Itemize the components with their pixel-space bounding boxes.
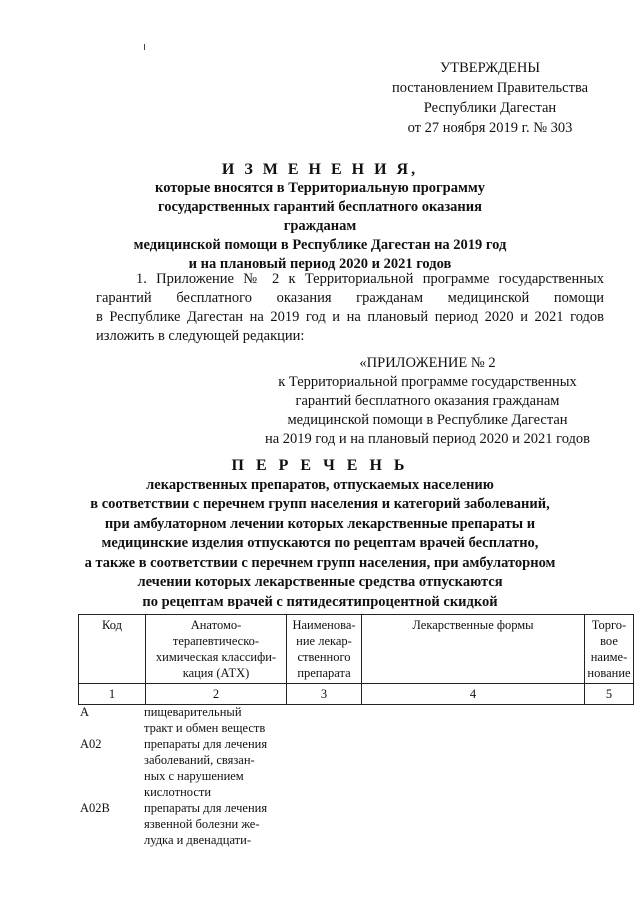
scan-mark: [144, 44, 145, 50]
desc-line: ных с нарушением: [144, 769, 244, 783]
changes-title-line: медицинской помощи в Республике Дагестан на 2019 год: [133, 237, 507, 253]
list-title-line: в соответствии с перечнем групп населения и категорий заболеваний,: [90, 496, 550, 512]
header-code: Код: [79, 615, 146, 684]
header-line: Наименова-: [292, 618, 356, 632]
header-line: химическая классифи-: [155, 650, 277, 664]
desc-line: препараты для лечения: [144, 801, 268, 815]
column-number: 2: [146, 684, 287, 705]
header-line: вое: [600, 634, 618, 648]
changes-title-line: которые вносятся в Территориальную программу: [155, 180, 485, 196]
header-line: нование: [587, 666, 631, 680]
header-dosage-forms: Лекарственные формы: [362, 615, 585, 684]
desc-line: препараты для лечения: [144, 737, 268, 751]
list-heading: П Е Р Е Ч Е Н Ь: [231, 457, 409, 474]
header-drug-name: [287, 615, 362, 684]
header-line: ственного: [297, 650, 351, 664]
desc-line: кислотности: [144, 785, 212, 799]
list-title-line: по рецептам врачей с пятидесятипроцентной скидкой: [142, 593, 498, 610]
column-number: 5: [585, 684, 634, 705]
header-line: наиме-: [590, 650, 628, 664]
list-title-line: при амбулаторном лечении которых лекарственные препараты и: [104, 515, 536, 532]
row-description: [144, 800, 284, 848]
row-description: [144, 736, 284, 800]
approval-line: постановлением Правительства: [391, 80, 589, 96]
column-number: 4: [362, 684, 585, 705]
desc-line: заболеваний, связан-: [144, 753, 255, 767]
annex-line: на 2019 год и на плановый период 2020 и 2021 годов: [264, 431, 591, 447]
header-line: кация (АТХ): [182, 666, 250, 680]
desc-line: лудка и двенадцати-: [144, 833, 251, 847]
list-title-line: лечении которых лекарственные средства отпускаются: [137, 574, 503, 590]
approval-line: Республики Дагестан: [423, 100, 557, 116]
changes-title-line: государственных гарантий бесплатного оказания гражданам: [158, 199, 482, 234]
column-number: 1: [79, 684, 146, 705]
desc-line: язвенной болезни же-: [144, 817, 260, 831]
header-line: Торго-: [591, 618, 627, 632]
changes-title: [120, 160, 520, 274]
desc-line: тракт и обмен веществ: [144, 721, 266, 735]
column-number-row: [79, 684, 634, 705]
list-title-line: лекарственных препаратов, отпускаемых населению: [146, 476, 494, 493]
changes-heading: И З М Е Н Е Н И Я,: [221, 161, 419, 178]
table-header-row: [79, 615, 634, 684]
paragraph-line: гарантий бесплатного оказания гражданам медицинской помощи: [96, 290, 604, 306]
approval-block: [370, 58, 610, 138]
list-title-line: а также в соответствии с перечнем групп населения, при амбулаторном: [84, 554, 556, 571]
annex-line: к Территориальной программе государственных: [278, 374, 577, 390]
medicines-table: [78, 614, 634, 705]
header-line: препарата: [297, 666, 351, 680]
list-title: [80, 456, 560, 612]
annex-line: «ПРИЛОЖЕНИЕ № 2: [359, 355, 496, 371]
approval-line: от 27 ноября 2019 г. № 303: [407, 120, 573, 136]
paragraph-line: в Республике Дагестан на 2019 год и на плановый период 2020 и 2021 годов: [96, 309, 604, 325]
header-trade-name: [585, 615, 634, 684]
approval-line: УТВЕРЖДЕНЫ: [439, 60, 541, 76]
annex-header: [240, 354, 615, 449]
row-code: А: [80, 705, 90, 719]
row-code: А02В: [80, 801, 110, 815]
header-line: Анатомо-: [190, 618, 242, 632]
row-description: [144, 704, 284, 736]
annex-line: гарантий бесплатного оказания гражданам: [295, 393, 560, 409]
column-number: 3: [287, 684, 362, 705]
header-line: ние лекар-: [296, 634, 352, 648]
paragraph-line: 1. Приложение № 2 к Территориальной программе государственных: [136, 271, 604, 287]
header-atc: [146, 615, 287, 684]
row-code: А02: [80, 737, 102, 751]
changes-title-line: и на плановый период 2020 и 2021 годов: [188, 256, 452, 272]
paragraph-line: изложить в следующей редакции:: [96, 328, 305, 344]
desc-line: пищеварительный: [144, 705, 242, 719]
header-line: терапевтическо-: [172, 634, 260, 648]
amendment-paragraph: [96, 270, 604, 346]
list-title-line: медицинские изделия отпускаются по рецептам врачей бесплатно,: [101, 535, 539, 551]
annex-line: медицинской помощи в Республике Дагестан: [287, 412, 568, 428]
